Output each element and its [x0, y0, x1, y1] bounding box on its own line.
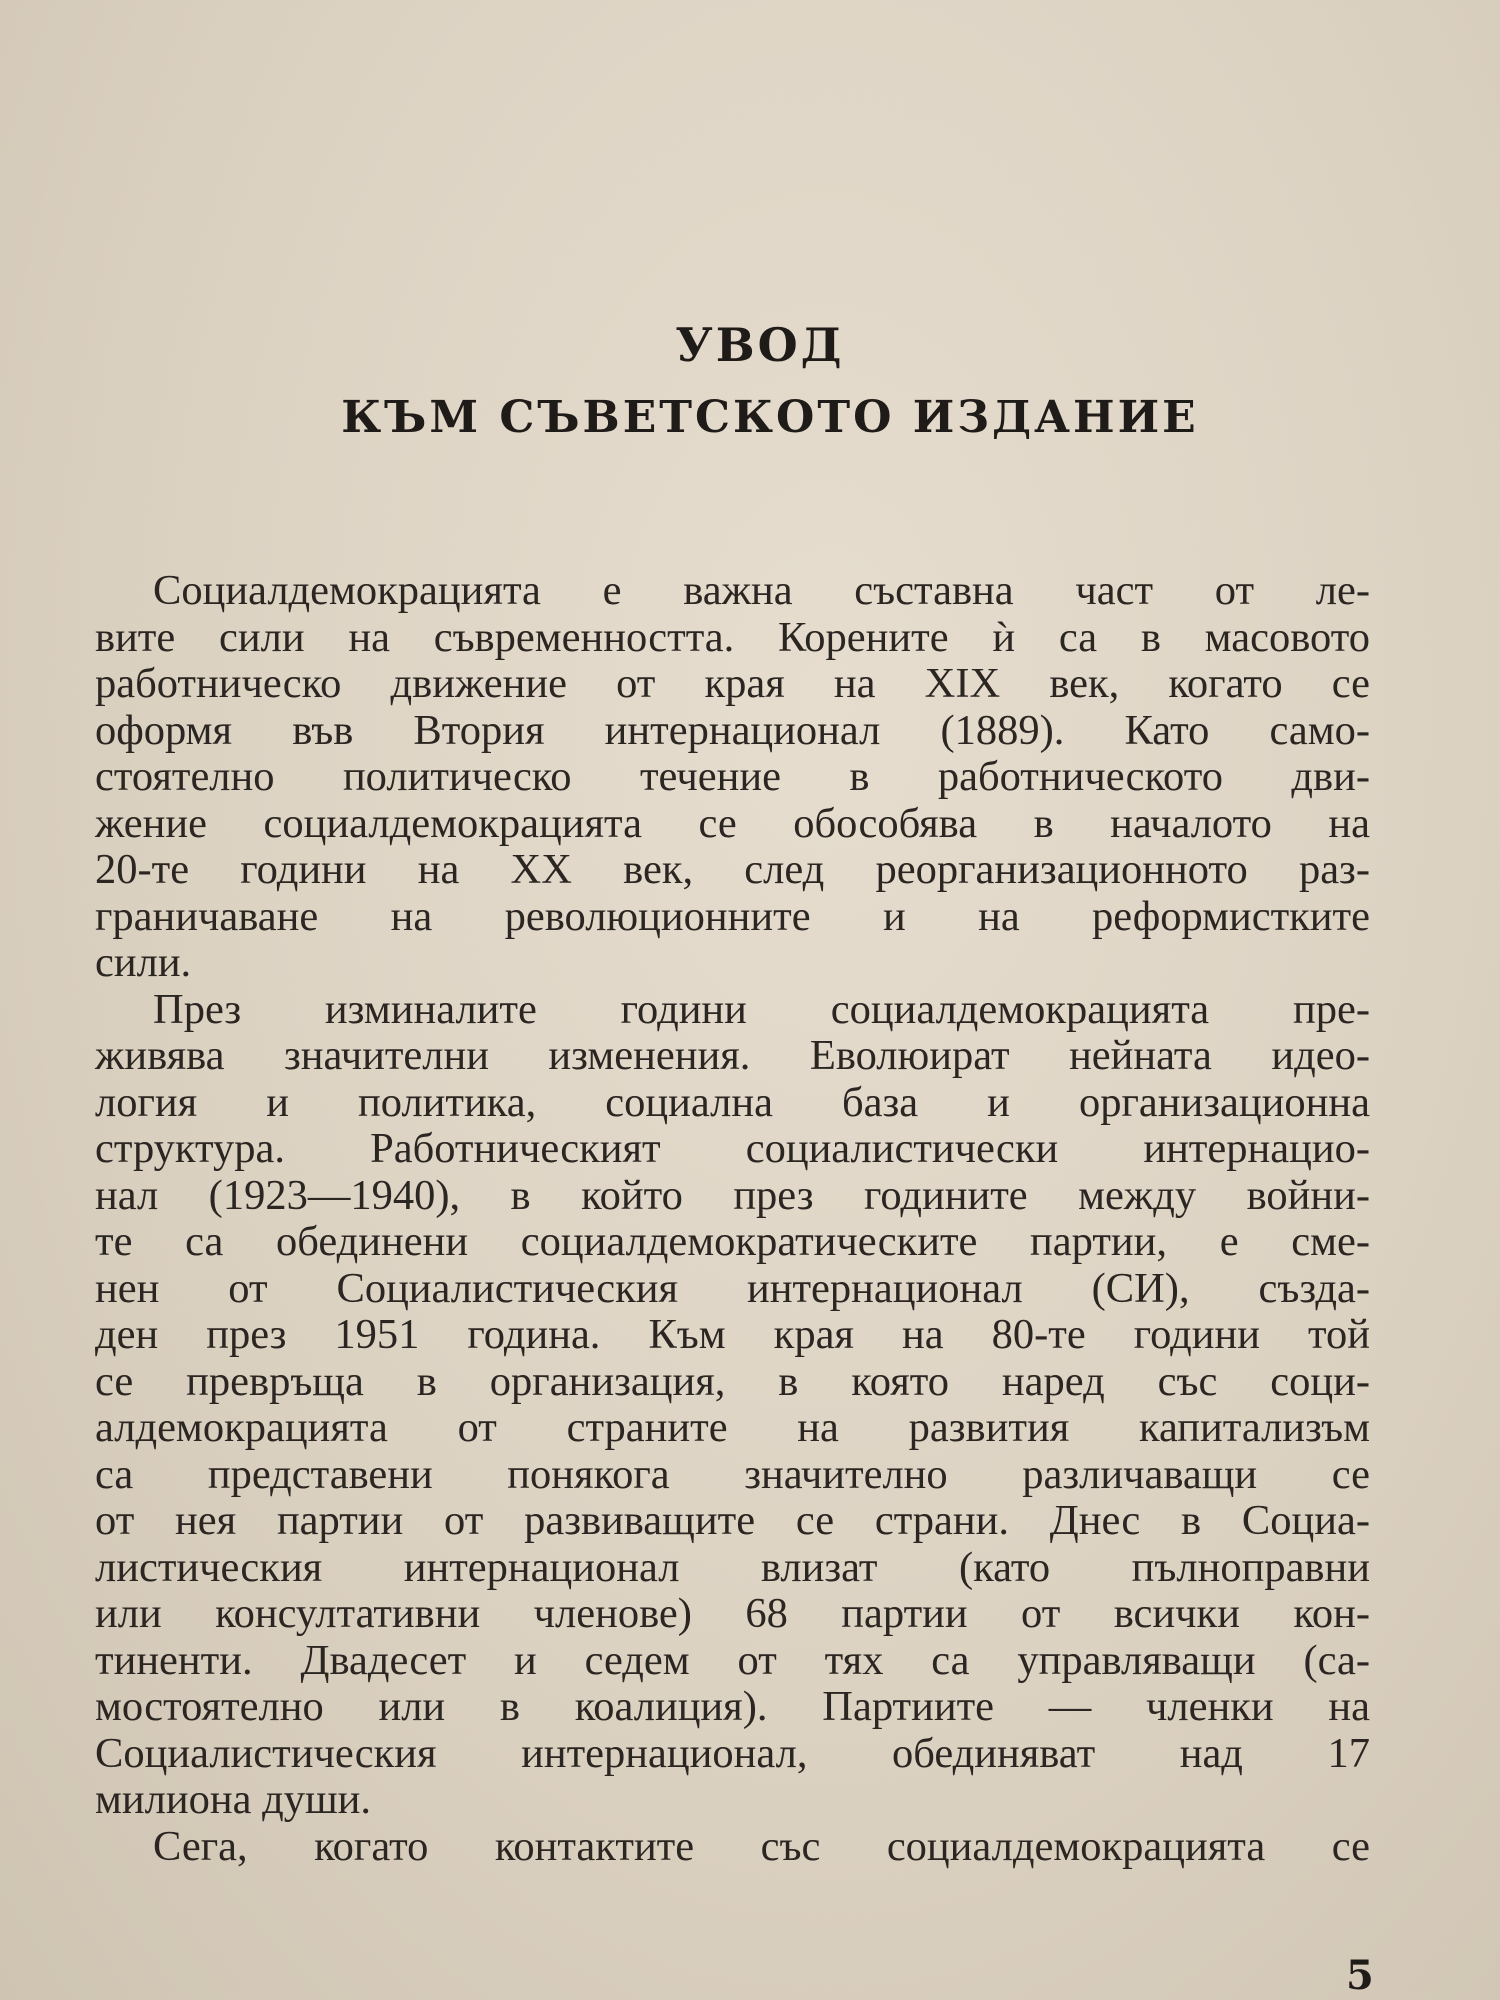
chapter-subtitle: КЪМ СЪВЕТСКОТО ИЗДАНИЕ — [341, 392, 1199, 443]
text-line: тиненти. Двадесет и седем от тях са управляващи (са- — [95, 1636, 1370, 1684]
text-line: нал (1923—1940), в който през годините между войни- — [95, 1171, 1370, 1219]
text-line: листическия интернационал влизат (като пълноправни — [95, 1543, 1370, 1591]
text-line: милиона души. — [95, 1776, 372, 1823]
text-line: сили. — [95, 939, 192, 986]
text-line: мостоятелно или в коалиция). Партиите — членки на — [95, 1683, 1370, 1730]
text-line: През изминалите години социалдемокрацията пре- — [153, 985, 1370, 1033]
text-line: или консултативни членове) 68 партии от всички кон- — [95, 1590, 1370, 1637]
text-line: логия и политика, социална база и организационна — [95, 1078, 1370, 1126]
text-line: жение социалдемокрацията се обособява в началото на — [95, 799, 1370, 847]
text-line: работническо движение от края на XIX век, когато се — [95, 660, 1370, 707]
chapter-title: УВОД — [675, 318, 845, 372]
text-line: нен от Социалистическия интернационал (СИ), създа- — [95, 1264, 1370, 1312]
text-line: се превръща в организация, в която наред със соци- — [95, 1357, 1370, 1405]
text-line: оформя във Втория интернационал (1889). Като само- — [95, 706, 1370, 754]
body-text — [95, 568, 1370, 1870]
text-line: 20-те години на XX век, след реорганизационното раз- — [95, 846, 1370, 893]
text-line: структура. Работническият социалистически интернацио- — [95, 1125, 1370, 1172]
text-line: стоятелно политическо течение в работническото дви- — [95, 753, 1370, 800]
text-line: те са обединени социалдемократическите партии, е сме- — [95, 1218, 1370, 1265]
text-line: са представени понякога значително различаващи се — [95, 1450, 1370, 1498]
text-line: Социалдемокрацията е важна съставна част от ле- — [153, 567, 1370, 614]
text-line: Социалистическия интернационал, обединяват над 17 — [95, 1729, 1370, 1777]
text-line: алдемокрацията от страните на развития капитализъм — [95, 1404, 1370, 1451]
text-line: вите сили на съвременността. Корените ѝ са в масовото — [95, 613, 1370, 661]
text-line: от нея партии от развиващите се страни. Днес в Социа- — [95, 1497, 1370, 1544]
text-line: граничаване на революционните и на реформистките — [95, 892, 1370, 940]
text-line: ден през 1951 година. Към края на 80-те години той — [95, 1311, 1370, 1358]
text-line: Сега, когато контактите със социалдемокрацията се — [153, 1822, 1370, 1870]
text-line: живява значителни изменения. Еволюират нейната идео- — [95, 1032, 1370, 1079]
page-number: 5 — [1346, 1952, 1374, 1999]
